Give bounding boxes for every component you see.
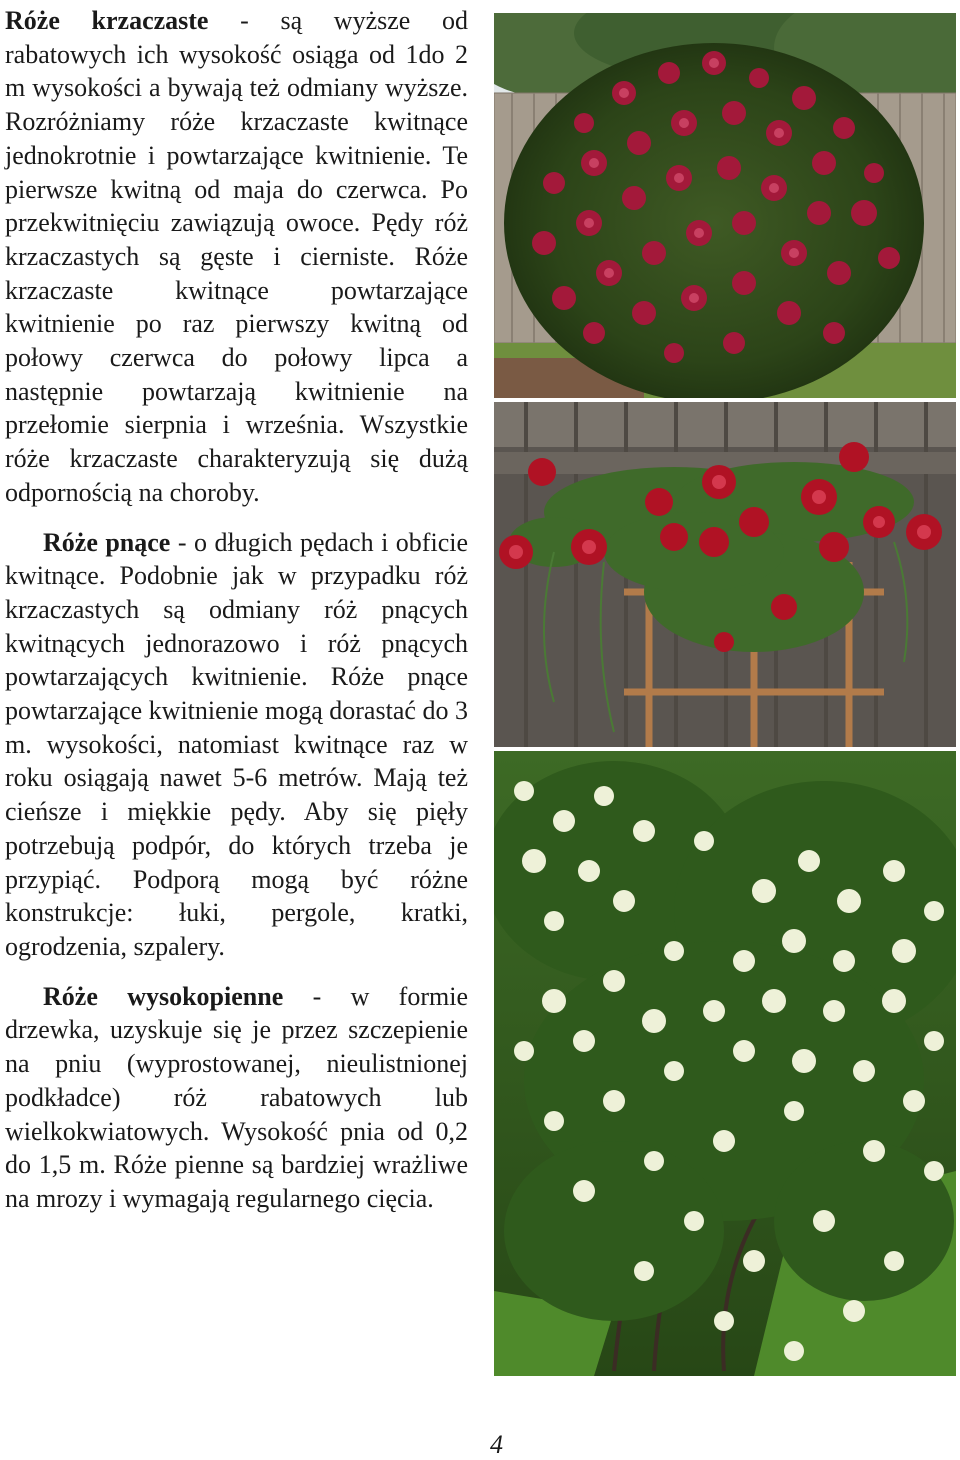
paragraph-climbing-roses bbox=[5, 526, 468, 964]
heading-shrub-roses: Róże krzaczaste bbox=[5, 6, 209, 35]
page-number: 4 bbox=[490, 1430, 503, 1459]
body-standard-roses: - w formie drzewka, uzyskuje się je przez szczepienie na pniu (wyprostowanej, nieulistnionej podkładce) róż rabatowych lub wielkokwiatowych. Wysokość pnia od 0,2 do 1,5 m. Róże pienne są bardziej wrażliwe na mrozy i wymagają regularnego cięcia. bbox=[5, 981, 468, 1213]
article-text bbox=[5, 4, 468, 1216]
paragraph-shrub-roses bbox=[5, 4, 468, 510]
photo-shrub-rose bbox=[494, 13, 956, 398]
heading-standard-roses: Róże wysokopienne bbox=[43, 981, 284, 1011]
photo-column bbox=[494, 13, 956, 1376]
heading-climbing-roses: Róże pnące bbox=[43, 527, 171, 557]
photo-climbing-rose bbox=[494, 402, 956, 747]
body-climbing-roses: - o długich pędach i obficie kwitnące. Podobnie jak w przypadku róż krzaczastych są odmiany róż pnących kwitnących jednorazowo i róż pnących powtarzających kwitnienie. Róże pnące powtarzające kwitnienie mogą dorastać do 3 m. wysokości, natomiast kwitnące raz w roku osiągają nawet 5-6 metrów. Mają też cieńsze i miękkie pędy. Aby się pięły potrzebują podpór, do których trzeba je przypiąć. Podporą mogą być różne konstrukcje: łuki, pergole, kratki, ogrodzenia, szpalery. bbox=[5, 527, 468, 961]
body-shrub-roses: - są wyższe od rabatowych ich wysokość osiąga od 1do 2 m wysokości a bywają też odmiany wyższe. Rozróżniamy róże krzaczaste kwitnące jednokrotnie i powtarzające kwitnienie. Te pierwsze kwitną od maja do czerwca. Po przekwitnięciu zawiązują owoce. Pędy róż krzaczastych są gęste i cierniste. Róże krzaczaste kwitnące powtarzające kwitnienie po raz pierwszy kwitną od połowy czerwca do połowy lipca a następnie powtarzają kwitnienie na przełomie sierpnia i września. Wszystkie róże krzaczaste charakteryzują się dużą odpornością na choroby. bbox=[5, 6, 468, 507]
photo-white-shrub bbox=[494, 751, 956, 1376]
paragraph-standard-roses bbox=[5, 980, 468, 1216]
